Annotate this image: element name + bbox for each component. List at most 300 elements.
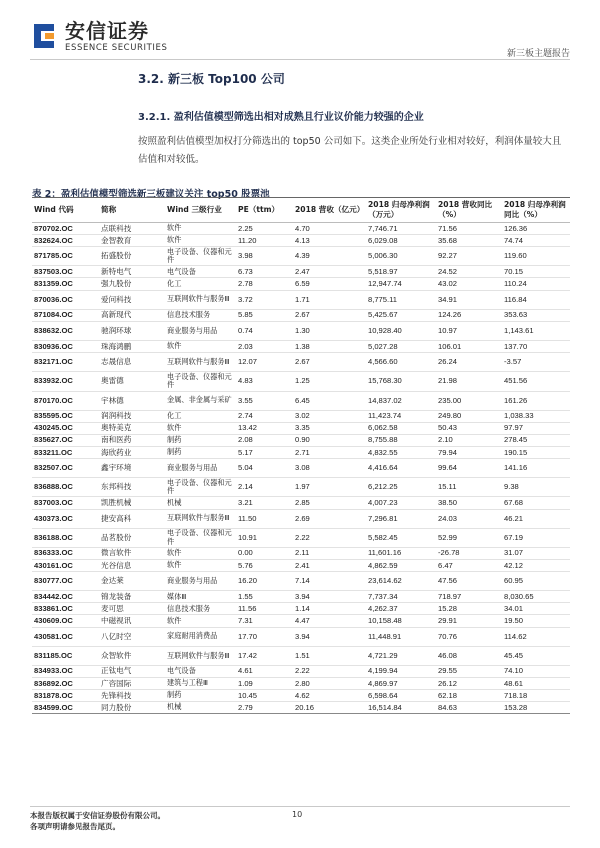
cell-wind-code: 835595.OC: [32, 410, 99, 422]
cell-revenue-2018: 2.41: [293, 560, 366, 572]
cell-net-profit-2018: 4,566.60: [366, 353, 436, 372]
cell-pe-ttm: 1.09: [236, 678, 293, 690]
logo-mark-icon: [30, 21, 58, 51]
cell-revenue-2018: 3.02: [293, 410, 366, 422]
cell-revenue-yoy: 29.55: [436, 665, 502, 677]
cell-net-profit-yoy: 31.07: [502, 547, 570, 559]
cell-pe-ttm: 2.74: [236, 410, 293, 422]
cell-net-profit-yoy: 451.56: [502, 372, 570, 391]
cell-pe-ttm: 17.42: [236, 646, 293, 665]
cell-revenue-2018: 4.47: [293, 615, 366, 627]
cell-industry: 商业服务与用品: [165, 321, 236, 340]
cell-net-profit-yoy: 161.26: [502, 391, 570, 410]
cell-industry: 电子设备、仪器和元件: [165, 372, 236, 391]
cell-net-profit-2018: 11,423.74: [366, 410, 436, 422]
cell-revenue-2018: 1.71: [293, 290, 366, 309]
cell-industry: 软件: [165, 547, 236, 559]
cell-pe-ttm: 3.21: [236, 497, 293, 509]
cell-revenue-yoy: 21.98: [436, 372, 502, 391]
cell-short-name: 同力股份: [99, 702, 165, 714]
table-row: [32, 547, 570, 559]
cell-revenue-2018: 3.08: [293, 459, 366, 478]
cell-revenue-2018: 7.14: [293, 572, 366, 591]
cell-revenue-yoy: 10.97: [436, 321, 502, 340]
cell-revenue-2018: 2.80: [293, 678, 366, 690]
cell-net-profit-yoy: 67.19: [502, 528, 570, 547]
table-row: [32, 615, 570, 627]
cell-net-profit-yoy: 1,143.61: [502, 321, 570, 340]
cell-wind-code: 430373.OC: [32, 509, 99, 528]
cell-pe-ttm: 3.98: [236, 247, 293, 266]
cell-industry: 信息技术服务: [165, 603, 236, 615]
cell-net-profit-yoy: 70.15: [502, 266, 570, 278]
cell-industry: 媒体Ⅲ: [165, 591, 236, 603]
cell-net-profit-2018: 10,928.40: [366, 321, 436, 340]
cell-revenue-yoy: 62.18: [436, 690, 502, 702]
cell-revenue-yoy: 124.26: [436, 309, 502, 321]
table-row: [32, 446, 570, 458]
cell-net-profit-yoy: 74.10: [502, 665, 570, 677]
cell-pe-ttm: 10.45: [236, 690, 293, 702]
cell-net-profit-yoy: 278.45: [502, 434, 570, 446]
cell-short-name: 金智教育: [99, 235, 165, 247]
cell-net-profit-yoy: -3.57: [502, 353, 570, 372]
cell-wind-code: 833932.OC: [32, 372, 99, 391]
table-row: [32, 223, 570, 235]
cell-pe-ttm: 2.78: [236, 278, 293, 290]
table-row: [32, 572, 570, 591]
cell-revenue-2018: 2.67: [293, 353, 366, 372]
cell-net-profit-yoy: 45.45: [502, 646, 570, 665]
cell-wind-code: 830777.OC: [32, 572, 99, 591]
cell-wind-code: 834442.OC: [32, 591, 99, 603]
cell-net-profit-yoy: 46.21: [502, 509, 570, 528]
cell-revenue-2018: 1.14: [293, 603, 366, 615]
cell-net-profit-yoy: 126.36: [502, 223, 570, 235]
cell-net-profit-2018: 5,582.45: [366, 528, 436, 547]
cell-net-profit-yoy: 1,038.33: [502, 410, 570, 422]
cell-short-name: 金达莱: [99, 572, 165, 591]
cell-industry: 软件: [165, 341, 236, 353]
cell-short-name: 强九股份: [99, 278, 165, 290]
cell-wind-code: 831185.OC: [32, 646, 99, 665]
cell-short-name: 先锋科技: [99, 690, 165, 702]
cell-pe-ttm: 6.73: [236, 266, 293, 278]
table-row: [32, 627, 570, 646]
cell-net-profit-2018: 8,775.11: [366, 290, 436, 309]
cell-net-profit-2018: 23,614.62: [366, 572, 436, 591]
cell-revenue-2018: 2.47: [293, 266, 366, 278]
cell-short-name: 锦龙装备: [99, 591, 165, 603]
subsection-heading: 3.2.1. 盈利估值模型筛选出相对成熟且行业议价能力较强的企业: [138, 112, 424, 123]
cell-short-name: 珠海鸿鹏: [99, 341, 165, 353]
column-header: Wind 代码: [34, 205, 74, 214]
cell-short-name: 光谷信息: [99, 560, 165, 572]
cell-wind-code: 838632.OC: [32, 321, 99, 340]
table-row: [32, 702, 570, 714]
cell-net-profit-2018: 4,862.59: [366, 560, 436, 572]
table-row: [32, 591, 570, 603]
cell-net-profit-yoy: 67.68: [502, 497, 570, 509]
cell-revenue-2018: 3.35: [293, 422, 366, 434]
cell-wind-code: 870170.OC: [32, 391, 99, 410]
cell-net-profit-2018: 5,027.28: [366, 341, 436, 353]
cell-wind-code: 836892.OC: [32, 678, 99, 690]
cell-net-profit-2018: 11,448.91: [366, 627, 436, 646]
cell-revenue-2018: 6.45: [293, 391, 366, 410]
cell-short-name: 广咨国际: [99, 678, 165, 690]
cell-short-name: 点联科技: [99, 223, 165, 235]
table-row: [32, 353, 570, 372]
cell-pe-ttm: 4.83: [236, 372, 293, 391]
body-paragraph: 按照盈利估值模型加权打分筛选出的 top50 公司如下。这类企业所处行业相对较好，利润体量较大且估值和对较低。: [138, 136, 562, 165]
cell-revenue-2018: 4.70: [293, 223, 366, 235]
cell-net-profit-yoy: 119.60: [502, 247, 570, 266]
cell-revenue-2018: 1.97: [293, 478, 366, 497]
cell-net-profit-2018: 5,518.97: [366, 266, 436, 278]
table-row: [32, 690, 570, 702]
cell-pe-ttm: 5.85: [236, 309, 293, 321]
page-number: 10: [292, 810, 303, 819]
cell-short-name: 志晟信息: [99, 353, 165, 372]
cell-revenue-yoy: 15.11: [436, 478, 502, 497]
cell-net-profit-2018: 7,746.71: [366, 223, 436, 235]
cell-pe-ttm: 3.55: [236, 391, 293, 410]
cell-wind-code: 871084.OC: [32, 309, 99, 321]
cell-revenue-2018: 4.13: [293, 235, 366, 247]
cell-net-profit-2018: 4,199.94: [366, 665, 436, 677]
cell-net-profit-2018: 7,737.34: [366, 591, 436, 603]
cell-revenue-yoy: 84.63: [436, 702, 502, 714]
cell-revenue-yoy: 71.56: [436, 223, 502, 235]
cell-net-profit-2018: 10,158.48: [366, 615, 436, 627]
table-row: [32, 372, 570, 391]
cell-net-profit-yoy: 141.16: [502, 459, 570, 478]
cell-net-profit-yoy: 42.12: [502, 560, 570, 572]
cell-industry: 制药: [165, 434, 236, 446]
cell-pe-ttm: 12.07: [236, 353, 293, 372]
table-row: [32, 321, 570, 340]
cell-pe-ttm: 2.03: [236, 341, 293, 353]
table-row: [32, 678, 570, 690]
cell-pe-ttm: 11.50: [236, 509, 293, 528]
company-logo: [30, 20, 210, 54]
cell-revenue-yoy: 15.28: [436, 603, 502, 615]
table-row: [32, 665, 570, 677]
cell-pe-ttm: 10.91: [236, 528, 293, 547]
cell-pe-ttm: 11.20: [236, 235, 293, 247]
cell-short-name: 八亿时空: [99, 627, 165, 646]
stock-pool-table: [32, 198, 570, 714]
cell-wind-code: 832507.OC: [32, 459, 99, 478]
cell-revenue-yoy: 6.47: [436, 560, 502, 572]
cell-net-profit-2018: 4,721.29: [366, 646, 436, 665]
cell-pe-ttm: 17.70: [236, 627, 293, 646]
cell-wind-code: 833211.OC: [32, 446, 99, 458]
footer-disclaimer: [30, 810, 165, 832]
cell-revenue-yoy: 26.24: [436, 353, 502, 372]
table-row: [32, 391, 570, 410]
cell-industry: 电气设备: [165, 665, 236, 677]
cell-pe-ttm: 1.55: [236, 591, 293, 603]
cell-net-profit-yoy: 74.74: [502, 235, 570, 247]
cell-wind-code: 831878.OC: [32, 690, 99, 702]
cell-revenue-2018: 4.62: [293, 690, 366, 702]
cell-revenue-yoy: 24.52: [436, 266, 502, 278]
cell-short-name: 爱问科技: [99, 290, 165, 309]
table-row: [32, 278, 570, 290]
cell-revenue-2018: 3.94: [293, 591, 366, 603]
cell-pe-ttm: 2.08: [236, 434, 293, 446]
cell-net-profit-yoy: 114.62: [502, 627, 570, 646]
cell-short-name: 南和医药: [99, 434, 165, 446]
cell-short-name: 鑫宇环境: [99, 459, 165, 478]
cell-pe-ttm: 2.79: [236, 702, 293, 714]
cell-wind-code: 833861.OC: [32, 603, 99, 615]
cell-net-profit-2018: 11,601.16: [366, 547, 436, 559]
cell-revenue-2018: 3.94: [293, 627, 366, 646]
cell-industry: 建筑与工程Ⅲ: [165, 678, 236, 690]
cell-revenue-yoy: 24.03: [436, 509, 502, 528]
cell-revenue-yoy: 34.91: [436, 290, 502, 309]
cell-wind-code: 835627.OC: [32, 434, 99, 446]
cell-industry: 制药: [165, 690, 236, 702]
cell-wind-code: 430161.OC: [32, 560, 99, 572]
cell-net-profit-2018: 7,296.81: [366, 509, 436, 528]
cell-revenue-yoy: 52.99: [436, 528, 502, 547]
column-header: Wind 三级行业: [167, 205, 222, 214]
cell-industry: 软件: [165, 560, 236, 572]
cell-net-profit-2018: 5,425.67: [366, 309, 436, 321]
cell-pe-ttm: 3.72: [236, 290, 293, 309]
cell-wind-code: 870036.OC: [32, 290, 99, 309]
cell-revenue-yoy: 249.80: [436, 410, 502, 422]
cell-net-profit-2018: 4,416.64: [366, 459, 436, 478]
cell-net-profit-2018: 4,869.97: [366, 678, 436, 690]
cell-industry: 软件: [165, 235, 236, 247]
cell-wind-code: 837503.OC: [32, 266, 99, 278]
cell-net-profit-yoy: 153.28: [502, 702, 570, 714]
cell-net-profit-2018: 8,755.88: [366, 434, 436, 446]
cell-short-name: 麦可思: [99, 603, 165, 615]
cell-wind-code: 831359.OC: [32, 278, 99, 290]
cell-net-profit-yoy: 48.61: [502, 678, 570, 690]
cell-revenue-2018: 20.16: [293, 702, 366, 714]
cell-pe-ttm: 5.76: [236, 560, 293, 572]
cell-revenue-2018: 2.11: [293, 547, 366, 559]
table-row: [32, 309, 570, 321]
table-row: [32, 497, 570, 509]
cell-revenue-yoy: 35.68: [436, 235, 502, 247]
cell-revenue-yoy: 50.43: [436, 422, 502, 434]
footer-notice: 各项声明请参见报告尾页。: [30, 822, 120, 831]
cell-revenue-yoy: 43.02: [436, 278, 502, 290]
cell-pe-ttm: 2.14: [236, 478, 293, 497]
cell-pe-ttm: 11.56: [236, 603, 293, 615]
cell-wind-code: 836888.OC: [32, 478, 99, 497]
cell-net-profit-yoy: 116.84: [502, 290, 570, 309]
brand-name-en: ESSENCE SECURITIES: [65, 43, 168, 53]
cell-pe-ttm: 5.04: [236, 459, 293, 478]
column-header: 2018 营收（亿元）: [295, 205, 365, 214]
cell-short-name: 海欣药业: [99, 446, 165, 458]
cell-industry: 机械: [165, 702, 236, 714]
cell-wind-code: 871785.OC: [32, 247, 99, 266]
cell-net-profit-2018: 14,837.02: [366, 391, 436, 410]
cell-wind-code: 832171.OC: [32, 353, 99, 372]
table-row: [32, 459, 570, 478]
table-row: [32, 603, 570, 615]
cell-short-name: 东邦科技: [99, 478, 165, 497]
cell-net-profit-2018: 4,007.23: [366, 497, 436, 509]
cell-revenue-2018: 2.69: [293, 509, 366, 528]
cell-short-name: 拓盛股份: [99, 247, 165, 266]
cell-short-name: 中磁视讯: [99, 615, 165, 627]
section-heading: 3.2. 新三板 Top100 公司: [138, 72, 285, 86]
cell-revenue-2018: 0.90: [293, 434, 366, 446]
cell-revenue-yoy: 99.64: [436, 459, 502, 478]
cell-industry: 软件: [165, 223, 236, 235]
cell-wind-code: 430245.OC: [32, 422, 99, 434]
cell-industry: 互联网软件与服务Ⅲ: [165, 290, 236, 309]
cell-industry: 金属、非金属与采矿: [165, 391, 236, 410]
cell-industry: 电子设备、仪器和元件: [165, 247, 236, 266]
table-row: [32, 478, 570, 497]
cell-industry: 制药: [165, 446, 236, 458]
cell-revenue-yoy: 29.91: [436, 615, 502, 627]
cell-pe-ttm: 5.17: [236, 446, 293, 458]
cell-industry: 信息技术服务: [165, 309, 236, 321]
cell-revenue-2018: 2.22: [293, 665, 366, 677]
report-type: 新三板主题报告: [506, 49, 570, 59]
cell-revenue-2018: 1.38: [293, 341, 366, 353]
cell-short-name: 奥雷德: [99, 372, 165, 391]
cell-net-profit-2018: 12,947.74: [366, 278, 436, 290]
cell-industry: 家庭耐用消费品: [165, 627, 236, 646]
cell-industry: 互联网软件与服务Ⅲ: [165, 646, 236, 665]
cell-revenue-2018: 2.67: [293, 309, 366, 321]
table-row: [32, 646, 570, 665]
cell-short-name: 凯胜机械: [99, 497, 165, 509]
cell-wind-code: 837003.OC: [32, 497, 99, 509]
cell-net-profit-yoy: 19.50: [502, 615, 570, 627]
table-row: [32, 341, 570, 353]
cell-short-name: 捷安高科: [99, 509, 165, 528]
column-header: 2018 归母净利润同比（%）: [504, 200, 566, 219]
cell-short-name: 众智软件: [99, 646, 165, 665]
cell-short-name: 宇林德: [99, 391, 165, 410]
table-row: [32, 509, 570, 528]
cell-wind-code: 832624.OC: [32, 235, 99, 247]
cell-net-profit-yoy: 137.70: [502, 341, 570, 353]
table-row: [32, 290, 570, 309]
cell-net-profit-2018: 6,029.08: [366, 235, 436, 247]
cell-net-profit-2018: 4,262.37: [366, 603, 436, 615]
cell-wind-code: 830936.OC: [32, 341, 99, 353]
header-divider: [30, 59, 570, 60]
cell-revenue-yoy: 38.50: [436, 497, 502, 509]
cell-short-name: 品茗股份: [99, 528, 165, 547]
table-row: [32, 422, 570, 434]
table-row: [32, 247, 570, 266]
cell-net-profit-yoy: 353.63: [502, 309, 570, 321]
cell-revenue-2018: 6.59: [293, 278, 366, 290]
cell-net-profit-yoy: 8,030.65: [502, 591, 570, 603]
cell-net-profit-2018: 5,006.30: [366, 247, 436, 266]
cell-pe-ttm: 0.00: [236, 547, 293, 559]
cell-wind-code: 430609.OC: [32, 615, 99, 627]
cell-industry: 电子设备、仪器和元件: [165, 528, 236, 547]
cell-short-name: 润润科技: [99, 410, 165, 422]
cell-wind-code: 870702.OC: [32, 223, 99, 235]
cell-industry: 商业服务与用品: [165, 572, 236, 591]
cell-net-profit-yoy: 60.95: [502, 572, 570, 591]
cell-net-profit-2018: 6,598.64: [366, 690, 436, 702]
cell-net-profit-2018: 15,768.30: [366, 372, 436, 391]
cell-industry: 化工: [165, 410, 236, 422]
cell-industry: 机械: [165, 497, 236, 509]
column-header: 2018 归母净利润（万元）: [368, 200, 430, 219]
cell-net-profit-yoy: 190.15: [502, 446, 570, 458]
cell-industry: 软件: [165, 422, 236, 434]
cell-revenue-yoy: 26.12: [436, 678, 502, 690]
cell-short-name: 高新现代: [99, 309, 165, 321]
cell-pe-ttm: 7.31: [236, 615, 293, 627]
table-row: [32, 266, 570, 278]
cell-net-profit-yoy: 110.24: [502, 278, 570, 290]
cell-industry: 商业服务与用品: [165, 459, 236, 478]
cell-net-profit-2018: 16,514.84: [366, 702, 436, 714]
footer-copyright: 本报告版权属于安信证券股份有限公司。: [30, 811, 165, 820]
cell-industry: 电子设备、仪器和元件: [165, 478, 236, 497]
column-header: PE（ttm）: [238, 205, 280, 214]
cell-revenue-yoy: 92.27: [436, 247, 502, 266]
cell-industry: 软件: [165, 615, 236, 627]
cell-wind-code: 430581.OC: [32, 627, 99, 646]
cell-net-profit-yoy: 9.38: [502, 478, 570, 497]
cell-short-name: 微言软件: [99, 547, 165, 559]
cell-wind-code: 834599.OC: [32, 702, 99, 714]
table-caption: 表 2：盈利估值模型筛选新三板建议关注 top50 股票池: [32, 189, 270, 200]
cell-industry: 化工: [165, 278, 236, 290]
column-header: 简称: [101, 205, 117, 214]
cell-revenue-yoy: -26.78: [436, 547, 502, 559]
table-row: [32, 410, 570, 422]
cell-revenue-2018: 1.25: [293, 372, 366, 391]
table-row: [32, 560, 570, 572]
cell-industry: 互联网软件与服务Ⅲ: [165, 509, 236, 528]
cell-revenue-yoy: 718.97: [436, 591, 502, 603]
cell-revenue-2018: 1.51: [293, 646, 366, 665]
cell-wind-code: 834933.OC: [32, 665, 99, 677]
cell-revenue-yoy: 235.00: [436, 391, 502, 410]
cell-short-name: 正钛电气: [99, 665, 165, 677]
table-row: [32, 235, 570, 247]
column-header: 2018 营收同比（%）: [438, 200, 493, 219]
cell-pe-ttm: 16.20: [236, 572, 293, 591]
cell-revenue-yoy: 47.56: [436, 572, 502, 591]
cell-revenue-2018: 2.85: [293, 497, 366, 509]
cell-revenue-yoy: 106.01: [436, 341, 502, 353]
cell-short-name: 奥特美克: [99, 422, 165, 434]
table-header-row: [32, 198, 570, 223]
cell-net-profit-yoy: 97.97: [502, 422, 570, 434]
cell-net-profit-yoy: 34.01: [502, 603, 570, 615]
cell-revenue-yoy: 46.08: [436, 646, 502, 665]
cell-revenue-yoy: 2.10: [436, 434, 502, 446]
table-body: [32, 223, 570, 714]
cell-revenue-2018: 4.39: [293, 247, 366, 266]
